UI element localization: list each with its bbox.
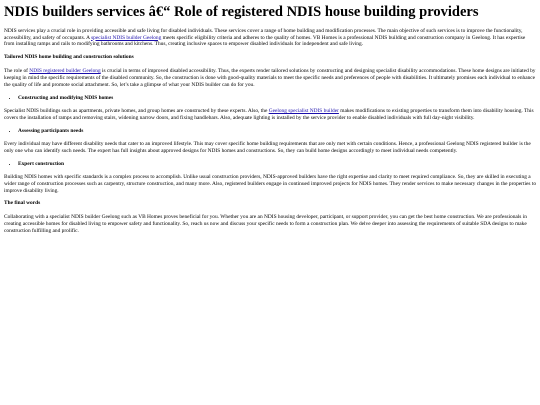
bullet-assessing: • Assessing participants needs xyxy=(18,128,536,135)
bullet-list-1 xyxy=(4,95,536,102)
tailored-paragraph xyxy=(4,68,536,89)
tailored-text-post: is crucial in terms of improved disabled accessibility. Thus, the experts render tailored solutions by constructing and designing specialist disability accommodations. These home designs are initiated by keeping in mind the specific requirements of the disabled community. So, the construction is done with good-quality materials to meet the specific needs and preferences of people with disabilities. It ultimately promises each individual to enhance the quality of life and promote social attachment. So, let’s take a glimpse of what your NDIS builder can do for you. xyxy=(4,68,536,89)
intro-text-pre: NDIS services play a crucial role in providing accessible and safe living for disabled individuals. These services cover a range of home building and modification processes. The main objective of such services is to improve the functionality, accessibility, and safety of occupants. A xyxy=(4,27,523,41)
tailored-text-pre: The role of xyxy=(4,68,30,75)
constructing-paragraph xyxy=(4,108,536,122)
section-heading-tailored: Tailored NDIS home building and construction solutions xyxy=(4,54,134,61)
bullet-expert: • Expert construction xyxy=(18,161,536,168)
intro-paragraph xyxy=(4,28,536,49)
specialist-builder-link[interactable]: specialist NDIS builder Geelong xyxy=(91,34,162,41)
registered-builder-link[interactable]: NDIS registered builder Geelong xyxy=(29,68,101,75)
expert-paragraph: Building NDIS homes with specific standards is a complex process to accomplish. Unlike usual construction providers, NDIS-approved builders have the right expertise and clarity to meet required compliance. So, they are skilled in executing a wider range of construction processes such as carpentry, structure construction, and many more. Also, registered builders engage in continued improved projects for NDIS homes. They render services to make necessary changes in the properties to improve disability living. xyxy=(4,173,537,194)
intro-text-post: meets specific eligibility criteria and adheres to the quality of homes. VB Homes is a professional NDIS building and construction company in Geelong. It has expertise from installing ramps and rails to modifying bathrooms and kitchens. Thus, creating inclusive spaces to empower disabled individuals for independent and safe living. xyxy=(4,34,526,48)
constructing-text-pre: Specialist NDIS buildings such as apartments, private homes, and group homes are constructed by these experts. Also, the xyxy=(4,108,269,115)
geelong-specialist-link[interactable]: Geelong specialist NDIS builder xyxy=(268,108,339,115)
constructing-text-post: makes modifications to existing properties to transform them into disability housing. This covers the installation of ramps and removing stairs, widening narrow doors, and fixing handlebars. Also, adequate lighting is installed by the service provider to enable disabled individuals with full day-night visibility. xyxy=(4,108,534,122)
bullet-list-2 xyxy=(4,128,536,135)
bullet-list-3 xyxy=(4,161,536,168)
page-title: NDIS builders services â€“ Role of registered NDIS house building providers xyxy=(4,4,479,20)
section-heading-final: The final words xyxy=(4,200,41,207)
assessing-paragraph: Every individual may have different disability needs that cater to an improved lifestyle. This may cover specific home building requirements that are only met with certain conditions. Hence, a professional Geelong NDIS registered builder is the only one who can identify such needs. The expert has full insights about approved designs for NDIS homes and constructions. So, they can build home designs accordingly to meet individual needs competently. xyxy=(4,140,531,154)
final-paragraph: Collaborating with a specialist NDIS builder Geelong such as VB Homes proves beneficial for you. Whether you are an NDIS housing developer, participant, or support provider, you can get the best home construction. We are professionals in creating accessible homes for disabled living to empower safety and functionality. So, reach us now and discuss your specific needs to form a construction plan. We delve deeper into assessing the requirements of suitable SDA designs to make construction fulfilling and prolific. xyxy=(4,214,527,235)
bullet-constructing: • Constructing and modifying NDIS homes xyxy=(18,95,536,102)
